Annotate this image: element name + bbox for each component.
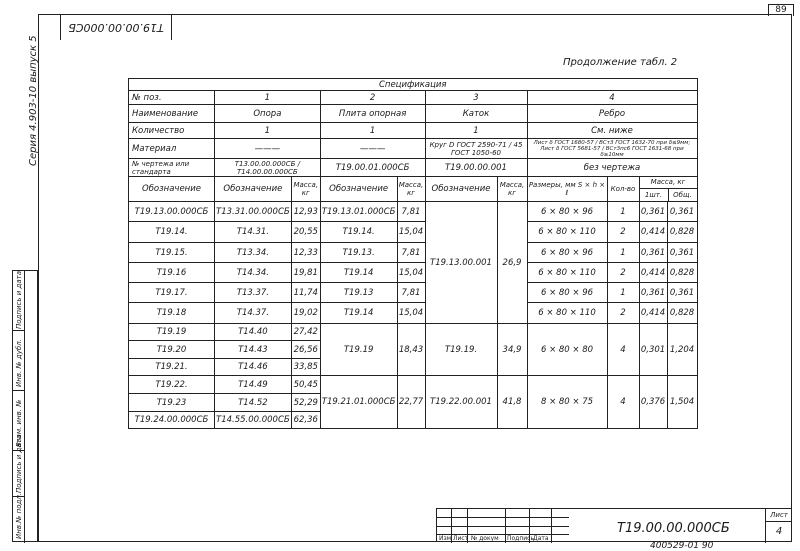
tb-label-sign: Подпись (507, 535, 534, 542)
head-mass-4 (639, 177, 697, 202)
support-designation: Т13.37. (215, 283, 292, 303)
rib-total-mass: 1,204 (667, 324, 697, 376)
plate-designation: Т19.21.01.000СБ (320, 376, 397, 429)
rib-count: 2 (607, 303, 639, 324)
support-designation: Т14.40 (215, 324, 292, 341)
tb-label-date: Дата (533, 535, 549, 542)
name-4: Ребро (527, 105, 697, 123)
tb-label-sheet: Лист (453, 535, 469, 542)
roller-mass: 34,9 (497, 324, 527, 376)
support-mass: 19,02 (291, 303, 320, 324)
rib-dims: 6 × 80 × 110 (527, 263, 607, 283)
roller-mass: 26,9 (497, 202, 527, 324)
material-3: Круг D ГОСТ 2590-71 / 45 ГОСТ 1050-60 (425, 139, 527, 159)
rib-count: 2 (607, 222, 639, 243)
rib-unit-mass: 0,414 (639, 263, 667, 283)
head-mass-2: Масса, кг (397, 177, 425, 202)
head-dims: Размеры, мм S × h × ℓ (527, 177, 607, 202)
rib-dims: 6 × 80 × 96 (527, 202, 607, 222)
head-mass-3: Масса, кг (497, 177, 527, 202)
pos-1: 1 (215, 91, 321, 105)
rib-count: 1 (607, 283, 639, 303)
row-designation: Т19.15. (129, 243, 215, 263)
plate-designation: Т19.14 (320, 303, 397, 324)
head-mass-1: Масса, кг (291, 177, 320, 202)
support-designation: Т14.37. (215, 303, 292, 324)
rib-dims: 8 × 80 × 75 (527, 376, 607, 429)
plate-mass: 15,04 (397, 222, 425, 243)
name-2: Плита опорная (320, 105, 425, 123)
plate-mass: 18,43 (397, 324, 425, 376)
plate-designation: Т19.14 (320, 263, 397, 283)
plate-mass: 15,04 (397, 303, 425, 324)
support-designation: Т13.31.00.000СБ (215, 202, 292, 222)
support-mass: 33,85 (291, 359, 320, 376)
support-designation: Т14.34. (215, 263, 292, 283)
support-mass: 20,55 (291, 222, 320, 243)
qty-3: 1 (425, 123, 527, 139)
support-designation: Т13.34. (215, 243, 292, 263)
strip-label-inv-dup: Инв. № дубл. (15, 339, 23, 387)
plate-designation: Т19.13. (320, 243, 397, 263)
bottom-number: 400529-01 90 (650, 541, 714, 551)
rib-total-mass: 0,828 (667, 222, 697, 243)
roller-mass: 41,8 (497, 376, 527, 429)
pos-4: 4 (527, 91, 697, 105)
support-designation: Т14.31. (215, 222, 292, 243)
rib-unit-mass: 0,414 (639, 303, 667, 324)
page-number: 89 (768, 4, 794, 16)
rib-count: 4 (607, 376, 639, 429)
spec-title: Спецификация (129, 79, 698, 91)
support-mass: 26,56 (291, 341, 320, 359)
rib-dims: 6 × 80 × 80 (527, 324, 607, 376)
rib-unit-mass: 0,361 (639, 202, 667, 222)
qty-1: 1 (215, 123, 321, 139)
material-1: ——— (215, 139, 321, 159)
support-mass: 12,93 (291, 202, 320, 222)
support-mass: 11,74 (291, 283, 320, 303)
rib-count: 1 (607, 243, 639, 263)
row-designation: Т19.22. (129, 376, 215, 394)
support-mass: 27,42 (291, 324, 320, 341)
support-designation: Т14.55.00.000СБ (215, 412, 292, 429)
head-designation-1: Обозначение (215, 177, 292, 202)
strip-label-sign-date-2: Подпись и дата (15, 271, 23, 329)
row-designation: Т19.20 (129, 341, 215, 359)
rib-total-mass: 0,361 (667, 243, 697, 263)
tb-label-change: Изм (439, 535, 452, 542)
support-mass: 50,45 (291, 376, 320, 394)
drawing-2: Т19.00.01.000СБ (320, 159, 425, 177)
row-designation: Т19.19 (129, 324, 215, 341)
rib-total-mass: 0,361 (667, 283, 697, 303)
rib-count: 2 (607, 263, 639, 283)
material-label: Материал (129, 139, 215, 159)
drawing-3: Т19.00.00.001 (425, 159, 527, 177)
qty-4: См. ниже (527, 123, 697, 139)
roller-designation: Т19.22.00.001 (425, 376, 497, 429)
head-unit: 1шт. (640, 189, 669, 201)
head-designation-2: Обозначение (320, 177, 397, 202)
rib-count: 4 (607, 324, 639, 376)
drawing-4: без чертежа (527, 159, 697, 177)
roller-designation: Т19.19. (425, 324, 497, 376)
drawing-1: Т13.00.00.000СБ / Т14.00.00.000СБ (215, 159, 321, 177)
sheet-label: Лист (766, 509, 792, 522)
head-count: Кол-во (607, 177, 639, 202)
document-code: Т19.00.00.000СБ (617, 521, 730, 536)
pos-2: 2 (320, 91, 425, 105)
strip-label-inv-orig: Инв.№ подл. (15, 492, 23, 539)
support-designation: Т14.49 (215, 376, 292, 394)
row-designation: Т19.24.00.000СБ (129, 412, 215, 429)
plate-mass: 15,04 (397, 263, 425, 283)
support-mass: 52,29 (291, 394, 320, 412)
support-mass: 62,36 (291, 412, 320, 429)
specification-table (128, 78, 698, 429)
rib-unit-mass: 0,414 (639, 222, 667, 243)
row-designation: Т19.18 (129, 303, 215, 324)
support-mass: 19,81 (291, 263, 320, 283)
rib-dims: 6 × 80 × 110 (527, 303, 607, 324)
support-designation: Т14.46 (215, 359, 292, 376)
strip-label-replace-inv: Взам. инв. № (15, 399, 23, 447)
support-designation: Т14.43 (215, 341, 292, 359)
rib-dims: 6 × 80 × 96 (527, 243, 607, 263)
material-4: Лист δ ГОСТ 1680-57 / ВСт3 ГОСТ 1632-70 при δ≤9мм; Лист δ ГОСТ 5681-57 / ВСт3пс6 ГОСТ 1631-68 при δ≥10мм (527, 139, 697, 159)
series-text: Серия 4.903-10 выпуск 5 (28, 35, 39, 166)
material-2: ——— (320, 139, 425, 159)
row-designation: Т19.14. (129, 222, 215, 243)
support-mass: 12,33 (291, 243, 320, 263)
rib-total-mass: 0,361 (667, 202, 697, 222)
continuation-note: Продолжение табл. 2 (563, 57, 678, 68)
rib-dims: 6 × 80 × 110 (527, 222, 607, 243)
plate-designation: Т19.13 (320, 283, 397, 303)
plate-designation: Т19.13.01.000СБ (320, 202, 397, 222)
left-strip (12, 270, 38, 542)
row-designation: Т19.21. (129, 359, 215, 376)
plate-mass: 7,81 (397, 202, 425, 222)
plate-designation: Т19.14. (320, 222, 397, 243)
rib-total-mass: 0,828 (667, 263, 697, 283)
strip-label-sign-date-1: Подпись и дата (15, 435, 23, 493)
roller-designation: Т19.13.00.001 (425, 202, 497, 324)
head-designation-3: Обозначение (425, 177, 497, 202)
plate-mass: 22,77 (397, 376, 425, 429)
row-designation: Т19.16 (129, 263, 215, 283)
title-block (436, 508, 792, 542)
row-designation: Т19.17. (129, 283, 215, 303)
support-designation: Т14.52 (215, 394, 292, 412)
head-mass4-label: Масса, кг (640, 177, 697, 189)
plate-mass: 7,81 (397, 243, 425, 263)
rib-total-mass: 0,828 (667, 303, 697, 324)
rib-total-mass: 1,504 (667, 376, 697, 429)
head-designation: Обозначение (129, 177, 215, 202)
name-3: Каток (425, 105, 527, 123)
name-label: Наименование (129, 105, 215, 123)
rib-unit-mass: 0,361 (639, 283, 667, 303)
drawing-label: № чертежа или стандарта (129, 159, 215, 177)
head-total: Общ. (673, 191, 692, 199)
pos-3: 3 (425, 91, 527, 105)
row-designation: Т19.13.00.000СБ (129, 202, 215, 222)
rib-unit-mass: 0,361 (639, 243, 667, 263)
plate-mass: 7,81 (397, 283, 425, 303)
top-stamp: Т19.00.00.000СБ (60, 14, 172, 40)
qty-2: 1 (320, 123, 425, 139)
plate-designation: Т19.19 (320, 324, 397, 376)
name-1: Опора (215, 105, 321, 123)
sheet-box (765, 509, 792, 543)
row-designation: Т19.23 (129, 394, 215, 412)
pos-label: № поз. (129, 91, 215, 105)
tb-label-doc: № докум (471, 535, 499, 542)
rib-unit-mass: 0,376 (639, 376, 667, 429)
rib-count: 1 (607, 202, 639, 222)
rib-unit-mass: 0,301 (639, 324, 667, 376)
rib-dims: 6 × 80 × 96 (527, 283, 607, 303)
sheet-number: 4 (775, 526, 783, 537)
qty-label: Количество (129, 123, 215, 139)
